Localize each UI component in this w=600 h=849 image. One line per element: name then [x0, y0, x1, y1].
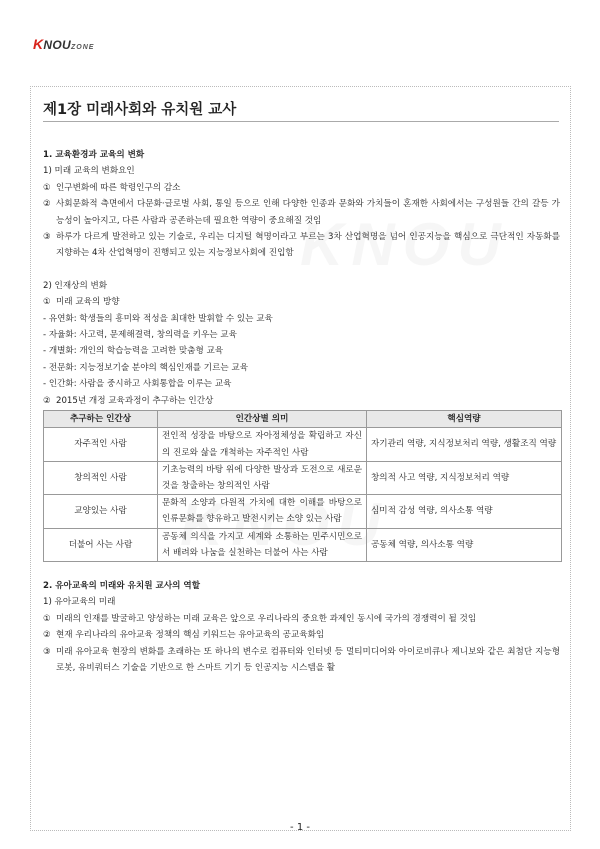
table-header-meaning: 인간상별 의미	[158, 411, 367, 428]
list-item	[43, 627, 560, 643]
table-cell-competency: 공동체 역량, 의사소통 역량	[367, 528, 562, 561]
list-text: 인구변화에 따른 학령인구의 감소	[56, 182, 181, 193]
list-item	[43, 294, 560, 310]
dash-item: - 개별화: 개인의 학습능력을 고려한 맞춤형 교육	[43, 346, 224, 357]
spacer	[43, 262, 560, 278]
list-item	[43, 180, 560, 196]
table-cell-ideal: 더불어 사는 사람	[44, 528, 158, 561]
table-row	[44, 528, 562, 561]
list-text: 하루가 다르게 발전하고 있는 기술로, 우리는 디지털 혁명이라고 부르는 3차 산업혁명을 넘어 인공지능을 핵심으로 극단적인 자동화를 지향하는 4차 산업혁명이 진행되고 있는 지능정보사회에 진입함	[56, 232, 560, 259]
dash-item: - 인간화: 사람을 중시하고 사회통합을 이루는 교육	[43, 379, 232, 390]
list-number: ②	[43, 395, 51, 406]
list-item	[43, 644, 560, 677]
dash-item: - 전문화: 지능정보기술 분야의 핵심인재를 기르는 교육	[43, 362, 249, 373]
logo-letter-k: K	[33, 36, 44, 52]
list-text: 미래 교육의 방향	[56, 297, 120, 308]
ideal-human-table	[43, 410, 562, 562]
list-item	[43, 229, 560, 262]
list-number: ③	[43, 232, 51, 243]
table-cell-ideal: 교양있는 사람	[44, 495, 158, 528]
table-cell-competency: 자기관리 역량, 지식정보처리 역량, 생활조직 역량	[367, 428, 562, 461]
list-number: ②	[43, 630, 51, 641]
document-body	[43, 147, 560, 676]
table-header-row	[44, 411, 562, 428]
list-item	[43, 393, 560, 409]
list-text: 사회문화적 측면에서 다문화·글로벌 사회, 통일 등으로 인해 다양한 인종과 문화와 가치들이 혼재한 사회에서는 구성원들 간의 갈등 가능성이 높아지고, 다른 사람과 공존하는데 필요한 역량이 중요해질 것임	[56, 199, 560, 226]
section2-heading: 2. 유아교육의 미래와 유치원 교사의 역할	[43, 580, 201, 591]
dash-item: - 자율화: 사고력, 문제해결력, 창의력을 키우는 교육	[43, 330, 237, 341]
list-item	[43, 196, 560, 229]
list-text: 현재 우리나라의 유아교육 정책의 핵심 키워드는 유아교육의 공교육화임	[56, 630, 325, 641]
table-cell-competency: 창의적 사고 역량, 지식정보처리 역량	[367, 461, 562, 494]
table-cell-competency: 심미적 감성 역량, 의사소통 역량	[367, 495, 562, 528]
table-row	[44, 461, 562, 494]
page-number: - 1 -	[290, 822, 310, 833]
spacer	[43, 562, 560, 578]
table-cell-meaning: 공동체 의식을 가지고 세계와 소통하는 민주시민으로서 배려와 나눔을 실천하는 더불어 사는 사람	[158, 528, 367, 561]
table-cell-ideal: 자주적인 사람	[44, 428, 158, 461]
list-item	[43, 611, 560, 627]
list-text: 2015년 개정 교육과정이 추구하는 인간상	[56, 395, 214, 406]
table-row	[44, 495, 562, 528]
logo-letters-nou: NOU	[43, 38, 71, 52]
table-cell-meaning: 전인적 성장을 바탕으로 자아정체성을 확립하고 자신의 진로와 삶을 개척하는 자주적인 사람	[158, 428, 367, 461]
list-number: ①	[43, 182, 51, 193]
section1-heading: 1. 교육환경과 교육의 변화	[43, 150, 145, 160]
list-number: ①	[43, 297, 51, 308]
dash-item: - 유연화: 학생들의 흥미와 적성을 최대한 발휘할 수 있는 교육	[43, 313, 273, 324]
table-cell-ideal: 창의적인 사람	[44, 461, 158, 494]
list-number: ①	[43, 613, 51, 624]
logo-letters-zone: ZONE	[71, 44, 95, 51]
list-text: 미래의 인재를 발굴하고 양성하는 미래 교육은 앞으로 우리나라의 중요한 과제인 동시에 국가의 경쟁력이 될 것임	[56, 613, 477, 624]
page-title: 제1장 미래사회와 유치원 교사	[43, 102, 237, 118]
table-header-ideal: 추구하는 인간상	[44, 411, 158, 428]
section1-sub1: 1) 미래 교육의 변화요인	[43, 166, 135, 177]
table-cell-meaning: 문화적 소양과 다원적 가치에 대한 이해를 바탕으로 인류문화를 향유하고 발전시키는 소양 있는 사람	[158, 495, 367, 528]
table-row	[44, 428, 562, 461]
table-header-competency: 핵심역량	[367, 411, 562, 428]
list-number: ②	[43, 199, 51, 210]
table-cell-meaning: 기초능력의 바탕 위에 다양한 발상과 도전으로 새로운 것을 창출하는 창의적인 사람	[158, 461, 367, 494]
section1-sub2: 2) 인재상의 변화	[43, 280, 108, 291]
knouzone-logo	[33, 36, 94, 52]
list-text: 미래 유아교육 현장의 변화를 초래하는 또 하나의 변수로 컴퓨터와 인터넷 등 멀티미디어와 아이로비큐나 제니보와 같은 최첨단 지능형 로봇, 유비쿼터스 기술을 기반으로 한 스마트 기기 등 인공지능 시스템을 활	[56, 646, 560, 673]
section2-sub1: 1) 유아교육의 미래	[43, 597, 116, 608]
list-number: ③	[43, 646, 51, 657]
title-divider	[43, 121, 559, 122]
